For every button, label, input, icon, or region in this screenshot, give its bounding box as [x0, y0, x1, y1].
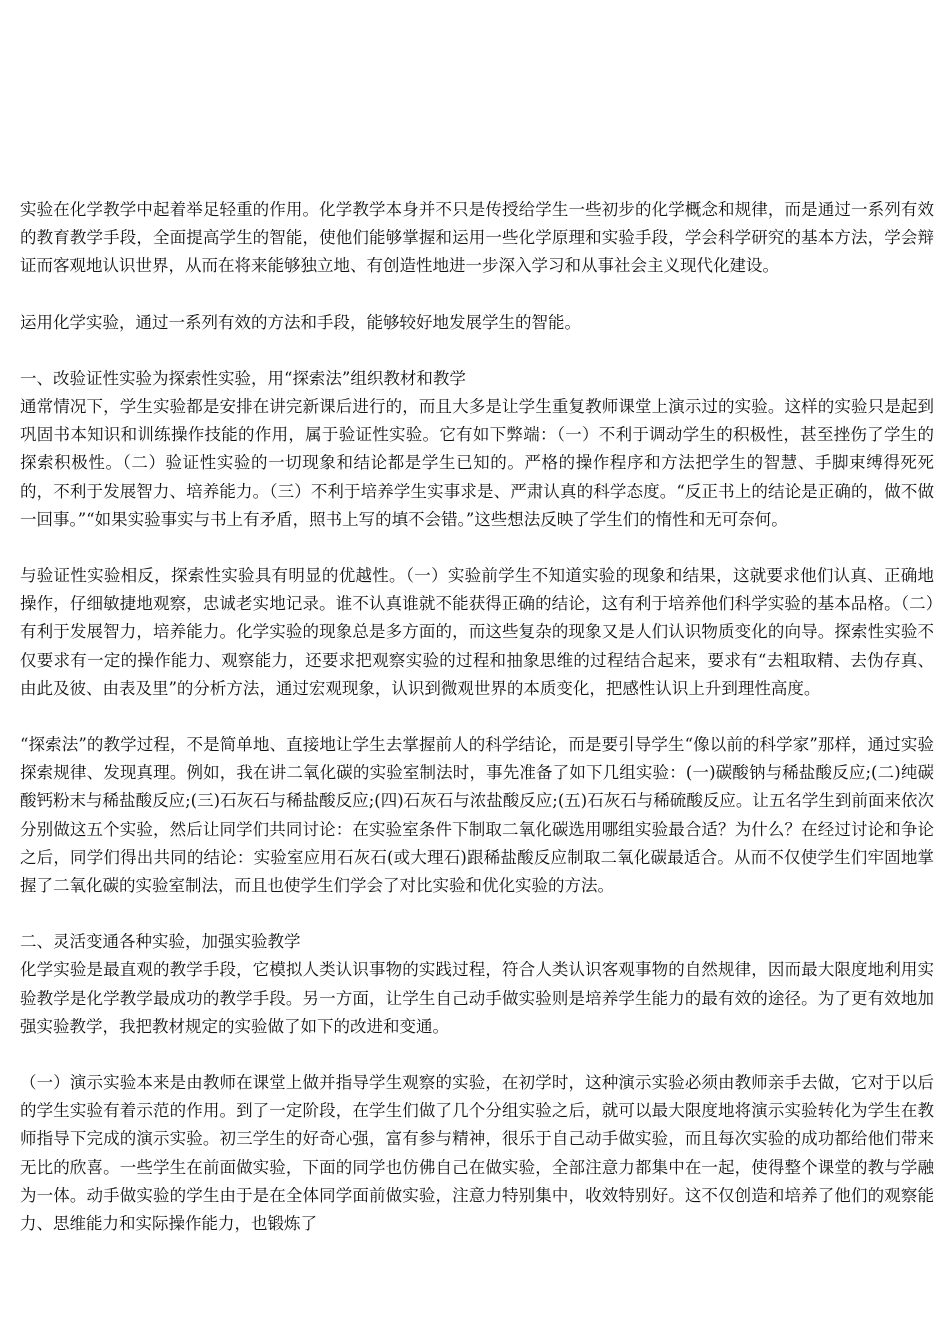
- section-1-heading: 一、改验证性实验为探索性实验，用“探索法”组织教材和教学: [20, 368, 466, 388]
- document-body: [20, 196, 934, 1238]
- intro-paragraph: 实验在化学教学中起着举足轻重的作用。化学教学本身并不只是传授给学生一些初步的化学概念和规律，而是通过一系列有效的教育教学手段，全面提高学生的智能，使他们能够掌握和运用一些化学原理和实验手段，学会科学研究的基本方法，学会辩证而客观地认识世界，从而在将来能够独立地、有创造性地进一步深入学习和从事社会主义现代化建设。: [20, 200, 934, 276]
- paragraph-gap: [20, 1041, 934, 1069]
- paragraph-gap: [20, 900, 934, 928]
- paragraph-gap: [20, 703, 934, 731]
- section-1-paragraph-2: 与验证性实验相反，探索性实验具有明显的优越性。（一）实验前学生不知道实验的现象和结果，这就要求他们认真、正确地操作，仔细敏捷地观察，忠诚老实地记录。谁不认真谁就不能获得正确的结论，这有利于培养他们科学实验的基本品格。（二）有利于发展智力，培养能力。化学实验的现象总是多方面的，而这些复杂的现象又是人们认识物质变化的向导。探索性实验不仅要求有一定的操作能力、观察能力，还要求把观察实验的过程和抽象思维的过程结合起来，要求有“去粗取精、去伪存真、由此及彼、由表及里”的分析方法，通过宏观现象，认识到微观世界的本质变化，把感性认识上升到理性高度。: [20, 566, 934, 698]
- section-2-paragraph-2: （一）演示实验本来是由教师在课堂上做并指导学生观察的实验，在初学时，这种演示实验必须由教师亲手去做，它对于以后的学生实验有着示范的作用。到了一定阶段，在学生们做了几个分组实验之后，就可以最大限度地将演示实验转化为学生在教师指导下完成的演示实验。初三学生的好奇心强，富有参与精神，很乐于自己动手做实验，而且每次实验的成功都给他们带来无比的欣喜。一些学生在前面做实验，下面的同学也仿佛自己在做实验，全部注意力都集中在一起，使得整个课堂的教与学融为一体。动手做实验的学生由于是在全体同学面前做实验，注意力特别集中，收效特别好。这不仅创造和培养了他们的观察能力、思维能力和实际操作能力，也锻炼了: [20, 1073, 934, 1234]
- section-2-heading: 二、灵活变通各种实验，加强实验教学: [20, 932, 301, 952]
- paragraph-gap: [20, 337, 934, 365]
- thesis-paragraph: 运用化学实验，通过一系列有效的方法和手段，能够较好地发展学生的智能。: [20, 312, 581, 332]
- section-1-paragraph-3: “探索法”的教学过程，不是简单地、直接地让学生去掌握前人的科学结论，而是要引导学生“像以前的科学家”那样，通过实验探索规律、发现真理。例如，我在讲二氧化碳的实验室制法时，事先准备了如下几组实验：(一)碳酸钠与稀盐酸反应;(二)纯碳酸钙粉末与稀盐酸反应;(三)石灰石与稀盐酸反应;(四)石灰石与浓盐酸反应;(五)石灰石与稀硫酸反应。让五名学生到前面来依次分别做这五个实验，然后让同学们共同讨论：在实验室条件下制取二氧化碳选用哪组实验最合适？为什么？在经过讨论和争论之后，同学们得出共同的结论：实验室应用石灰石(或大理石)跟稀盐酸反应制取二氧化碳最适合。从而不仅使学生们牢固地掌握了二氧化碳的实验室制法，而且也使学生们学会了对比实验和优化实验的方法。: [20, 735, 934, 896]
- paragraph-gap: [20, 534, 934, 562]
- section-1-paragraph-1: 通常情况下，学生实验都是安排在讲完新课后进行的，而且大多是让学生重复教师课堂上演示过的实验。这样的实验只是起到巩固书本知识和训练操作技能的作用，属于验证性实验。它有如下弊端：（一）不利于调动学生的积极性，甚至挫伤了学生的探索积极性。（二）验证性实验的一切现象和结论都是学生已知的。严格的操作程序和方法把学生的智慧、手脚束缚得死死的，不利于发展智力、培养能力。（三）不利于培养学生实事求是、严肃认真的科学态度。“反正书上的结论是正确的，做不做一回事。”“如果实验事实与书上有矛盾，照书上写的填不会错。”这些想法反映了学生们的惰性和无可奈何。: [20, 397, 934, 529]
- section-2-paragraph-1: 化学实验是最直观的教学手段，它模拟人类认识事物的实践过程，符合人类认识客观事物的自然规律，因而最大限度地利用实验教学是化学教学最成功的教学手段。另一方面，让学生自己动手做实验则是培养学生能力的最有效的途径。为了更有效地加强实验教学，我把教材规定的实验做了如下的改进和变通。: [20, 960, 934, 1036]
- paragraph-gap: [20, 281, 934, 309]
